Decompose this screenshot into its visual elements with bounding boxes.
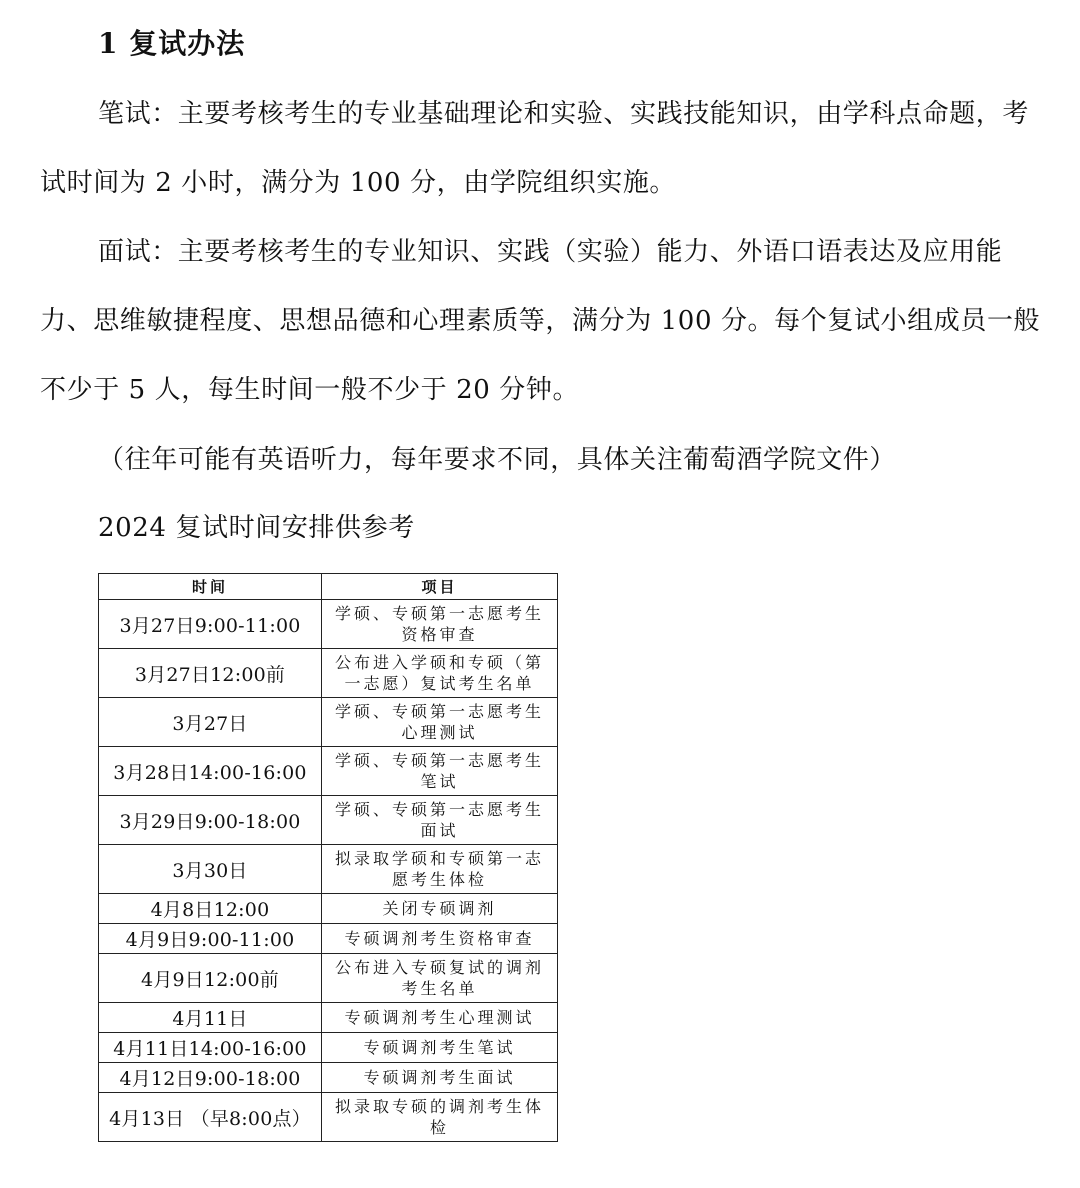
row-time: 3月27日12:00前 <box>99 649 322 698</box>
schedule-table <box>98 573 558 1142</box>
row-item: 拟录取学硕和专硕第一志愿考生体检 <box>322 845 558 894</box>
row-time: 3月29日9:00-18:00 <box>99 796 322 845</box>
row-time: 4月9日9:00-11:00 <box>99 924 322 954</box>
table-row <box>99 1033 558 1063</box>
table-row <box>99 1093 558 1142</box>
row-time: 4月11日 <box>99 1003 322 1033</box>
table-row <box>99 845 558 894</box>
row-item: 公布进入专硕复试的调剂考生名单 <box>322 954 558 1003</box>
table-row <box>99 894 558 924</box>
row-time: 3月30日 <box>99 845 322 894</box>
table-row <box>99 796 558 845</box>
row-item: 专硕调剂考生面试 <box>322 1063 558 1093</box>
table-row <box>99 698 558 747</box>
row-item: 拟录取专硕的调剂考生体检 <box>322 1093 558 1142</box>
row-time: 4月12日9:00-18:00 <box>99 1063 322 1093</box>
row-item: 关闭专硕调剂 <box>322 894 558 924</box>
row-time: 3月27日 <box>99 698 322 747</box>
row-time: 3月27日9:00-11:00 <box>99 600 322 649</box>
row-time: 4月11日14:00-16:00 <box>99 1033 322 1063</box>
header-item: 项目 <box>322 574 558 600</box>
row-time: 3月28日14:00-16:00 <box>99 747 322 796</box>
schedule-caption: 2024 复试时间安排供参考 <box>98 513 415 543</box>
table-row <box>99 924 558 954</box>
row-item: 专硕调剂考生心理测试 <box>322 1003 558 1033</box>
table-row <box>99 649 558 698</box>
row-item: 公布进入学硕和专硕（第一志愿）复试考生名单 <box>322 649 558 698</box>
row-time: 4月13日 （早8:00点） <box>99 1093 322 1142</box>
interview-paragraph: 面试：主要考核考生的专业知识、实践（实验）能力、外语口语表达及应用能力、思维敏捷程度、思想品德和心理素质等，满分为 100 分。每个复试小组成员一般不少于 5 人，每生时间一般不少于 20 分钟。 <box>40 237 1041 405</box>
table-row <box>99 954 558 1003</box>
row-item: 专硕调剂考生资格审查 <box>322 924 558 954</box>
table-row <box>99 747 558 796</box>
row-item: 学硕、专硕第一志愿考生心理测试 <box>322 698 558 747</box>
written-exam-paragraph: 笔试：主要考核考生的专业基础理论和实验、实践技能知识，由学科点命题，考试时间为 2 小时，满分为 100 分，由学院组织实施。 <box>40 99 1030 198</box>
row-item: 专硕调剂考生笔试 <box>322 1033 558 1063</box>
row-time: 4月9日12:00前 <box>99 954 322 1003</box>
row-item: 学硕、专硕第一志愿考生资格审查 <box>322 600 558 649</box>
table-row <box>99 1003 558 1033</box>
listening-note: （往年可能有英语听力，每年要求不同，具体关注葡萄酒学院文件） <box>98 445 897 475</box>
row-item: 学硕、专硕第一志愿考生面试 <box>322 796 558 845</box>
table-header-row <box>99 574 558 600</box>
section-heading: 1 复试办法 <box>98 27 246 60</box>
row-item: 学硕、专硕第一志愿考生笔试 <box>322 747 558 796</box>
row-time: 4月8日12:00 <box>99 894 322 924</box>
table-row <box>99 1063 558 1093</box>
header-time: 时间 <box>99 574 322 600</box>
table-row <box>99 600 558 649</box>
